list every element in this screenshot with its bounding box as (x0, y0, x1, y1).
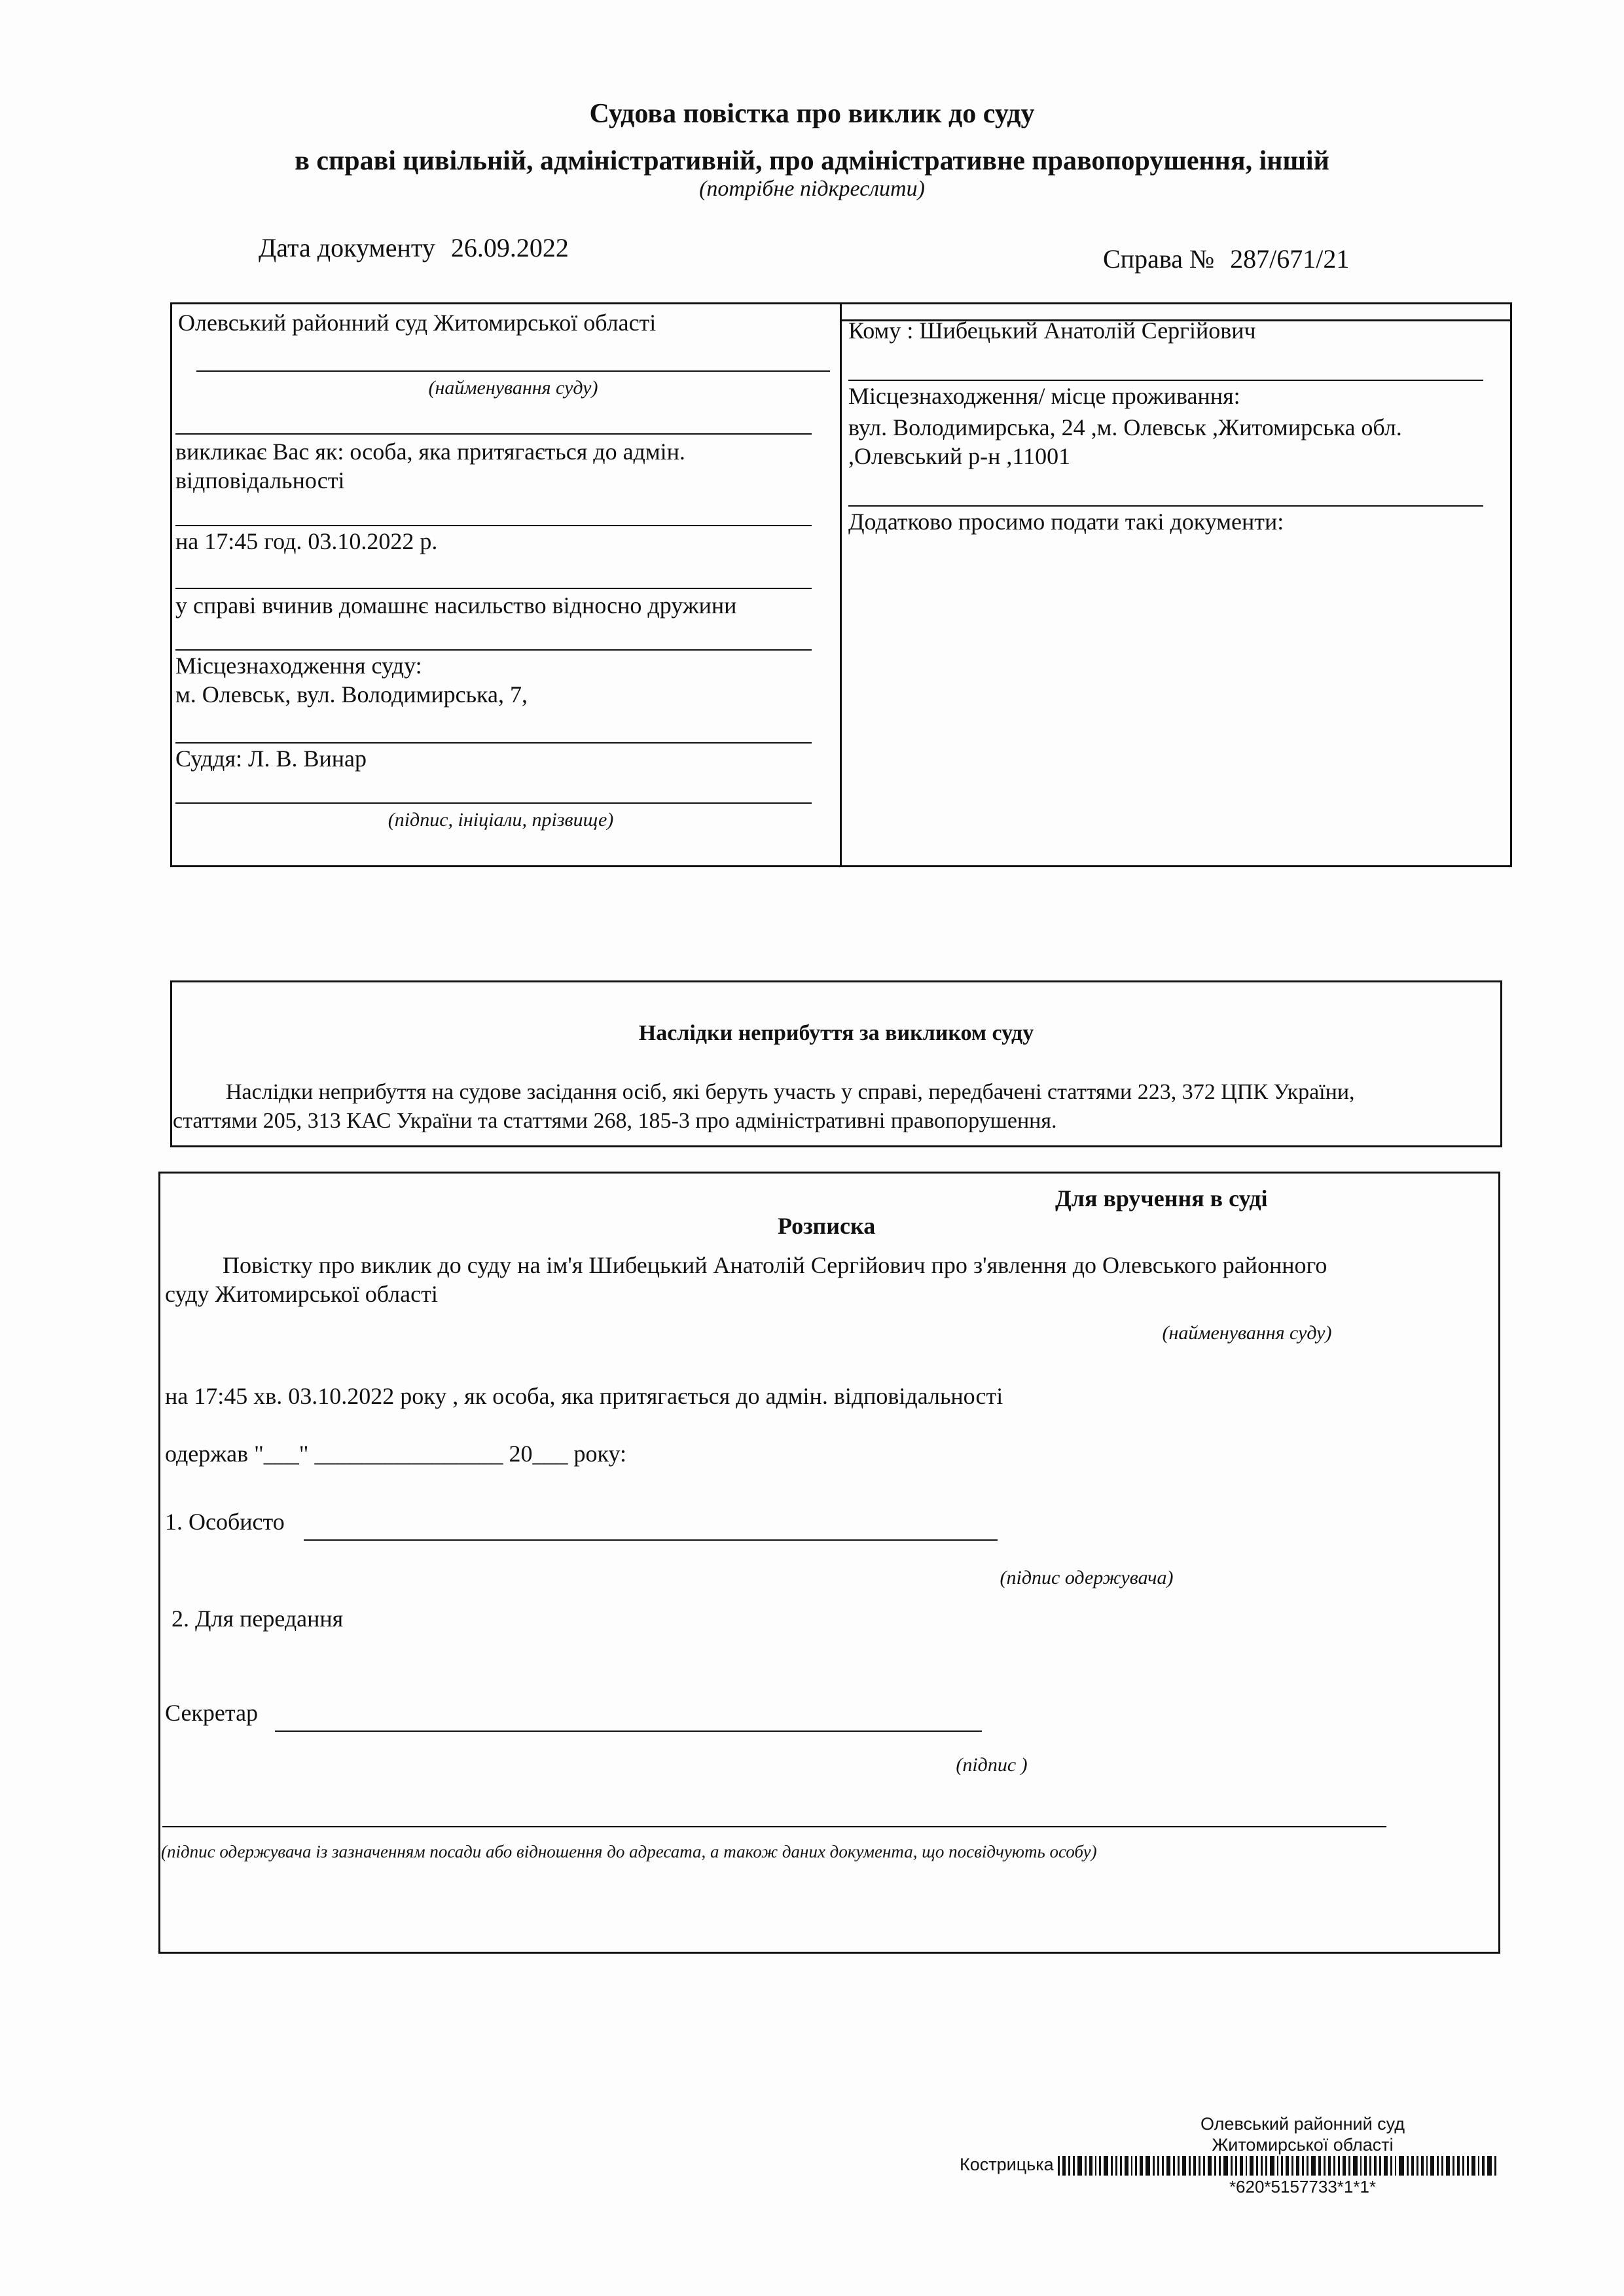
barcode-bar (1146, 2156, 1150, 2176)
barcode-bar (1265, 2156, 1267, 2176)
barcode-bar (1256, 2156, 1258, 2176)
barcode-bar (1162, 2156, 1164, 2176)
barcode-bar (1214, 2156, 1217, 2176)
consequences-heading: Наслідки неприбуття за викликом суду (638, 1021, 1034, 1045)
barcode-bar (1302, 2156, 1304, 2176)
case-label: Справа № (1103, 244, 1215, 274)
barcode-bar (1471, 2156, 1475, 2176)
barcode-bar (1360, 2156, 1362, 2176)
barcode-bar (1333, 2156, 1335, 2176)
for-transfer-label: 2. Для передання (171, 1605, 344, 1632)
consequences-line1: Наслідки неприбуття на судове засідання осіб, які беруть участь у справі, передбачені статтями 223, 372 ЦПК України, (226, 1080, 1355, 1104)
barcode-bar (1379, 2156, 1381, 2176)
personally-sign-line (304, 1539, 998, 1541)
barcode-bar (1203, 2156, 1205, 2176)
residence-rule (848, 505, 1483, 507)
barcode-bar (1453, 2156, 1454, 2176)
barcode-bar (1426, 2156, 1428, 2176)
barcode-bar (1240, 2156, 1243, 2176)
barcode-bar (1219, 2156, 1221, 2176)
matter-line-rule (175, 588, 812, 589)
barcode-bar (1235, 2156, 1237, 2176)
judge-name: Суддя: Л. В. Винар (175, 745, 367, 772)
barcode-bar (1189, 2156, 1191, 2176)
barcode-bar (1328, 2156, 1331, 2176)
barcode-bar (1421, 2156, 1424, 2176)
barcode-bar (1416, 2156, 1418, 2176)
secretary-sign-line (275, 1731, 982, 1732)
receipt-line2: суду Житомирської області (165, 1281, 438, 1307)
court-location-value: м. Олевськ, вул. Володимирська, 7, (175, 681, 528, 708)
case-number (1103, 243, 1349, 274)
barcode-bar (1446, 2156, 1450, 2176)
barcode-bar (1487, 2156, 1492, 2176)
case-value: 287/671/21 (1230, 244, 1350, 274)
time-line-rule (175, 525, 812, 526)
bottom-sign-line (162, 1826, 1386, 1827)
barcode-bar (1374, 2156, 1377, 2176)
recipient-name: Кому : Шибецький Анатолій Сергійович (848, 317, 1256, 344)
date-value: 26.09.2022 (450, 233, 569, 262)
barcode-bar (1089, 2156, 1092, 2176)
barcode-bar (1348, 2156, 1350, 2176)
received-date: одержав "___" ________________ 20___ року: (165, 1441, 627, 1467)
barcode-bar (1111, 2156, 1113, 2176)
barcode-bar (1077, 2156, 1082, 2176)
barcode-bar (1223, 2156, 1228, 2176)
clerk-name: Кострицька (960, 2155, 1054, 2174)
barcode-bar (1125, 2156, 1128, 2176)
court-name: Олевський районний суд Житомирської області (178, 310, 657, 336)
barcode-bar (1231, 2156, 1233, 2176)
barcode-bar (1073, 2156, 1075, 2176)
barcode-bar (1140, 2156, 1143, 2176)
consequences-line2: статтями 205, 313 КАС України та статтями 268, 185-3 про адміністративні правопорушення. (173, 1109, 1057, 1133)
barcode-bar (1062, 2156, 1066, 2176)
footer-court-line2: Житомирської області (1212, 2135, 1394, 2155)
receipt-heading: Розписка (778, 1213, 876, 1239)
barcode-bar (1208, 2156, 1212, 2176)
summons-title: Судова повістка про виклик до суду (589, 99, 1035, 129)
barcode-bar (1193, 2156, 1197, 2176)
barcode-bar (1494, 2156, 1496, 2176)
barcode-bar (1261, 2156, 1263, 2176)
barcode-bar (1104, 2156, 1108, 2176)
barcode (1058, 2155, 1499, 2176)
barcode-bar (1157, 2156, 1159, 2176)
judge-sign-line (175, 802, 812, 804)
court-name-line (196, 370, 830, 372)
barcode-bar (1270, 2156, 1274, 2176)
barcode-bar (1324, 2156, 1326, 2176)
court-name-caption: (найменування суду) (428, 377, 598, 399)
barcode-bar (1281, 2156, 1283, 2176)
secretary-label: Секретар (165, 1700, 259, 1726)
barcode-bar (1353, 2156, 1357, 2176)
hearing-time: на 17:45 год. 03.10.2022 р. (175, 528, 438, 554)
case-matter: у справі вчинив домашнє насильство відносно дружини (175, 592, 737, 619)
barcode-bar (1173, 2156, 1175, 2176)
recipient-line (848, 380, 1483, 381)
barcode-bar (1399, 2156, 1403, 2176)
panel-divider (840, 302, 842, 867)
barcode-bar (1395, 2156, 1397, 2176)
barcode-text: *620*5157733*1*1* (1229, 2177, 1377, 2197)
receipt-line1: Повістку про виклик до суду на ім'я Шибецький Анатолій Сергійович про з'явлення до Олевського районного (223, 1252, 1327, 1278)
summons-as: викликає Вас як: особа, яка притягається до адмін. відповідальності (175, 439, 685, 493)
barcode-bar (1250, 2156, 1254, 2176)
residence-line1: вул. Володимирська, 24 ,м. Олевськ ,Житомирська обл. (848, 414, 1402, 440)
barcode-bar (1411, 2156, 1415, 2176)
barcode-bar (1120, 2156, 1122, 2176)
barcode-bar (1462, 2156, 1464, 2176)
barcode-bar (1085, 2156, 1087, 2176)
barcode-bar (1369, 2156, 1371, 2176)
barcode-bar (1338, 2156, 1340, 2176)
barcode-bar (1430, 2156, 1434, 2176)
extra-documents: Додатково просимо подати такі документи: (848, 509, 1284, 535)
personally-label: 1. Особисто (165, 1509, 285, 1535)
barcode-bar (1441, 2156, 1443, 2176)
barcode-bar (1437, 2156, 1439, 2176)
barcode-bar (1058, 2156, 1060, 2176)
barcode-bar (1135, 2156, 1137, 2176)
barcode-bar (1467, 2156, 1469, 2176)
barcode-bar (1153, 2156, 1155, 2176)
residence-label: Місцезнаходження/ місце проживання: (848, 383, 1240, 409)
barcode-bar (1099, 2156, 1101, 2176)
bottom-sign-caption: (підпис одержувача із зазначенням посади або відношення до адресата, а також даних документа, що посвідчують особу) (161, 1842, 1097, 1861)
receipt-court-caption: (найменування суду) (1162, 1322, 1332, 1344)
judge-caption: (підпис, ініціали, прізвище) (388, 809, 614, 831)
location-line-rule (175, 649, 812, 651)
barcode-bar (1182, 2156, 1186, 2176)
footer-court-line1: Олевський районний суд (1200, 2114, 1405, 2134)
barcode-bar (1131, 2156, 1133, 2176)
for-court-label: Для вручення в суді (1055, 1185, 1268, 1211)
receipt-time: на 17:45 хв. 03.10.2022 року , як особа, яка притягається до адмін. відповідальності (165, 1383, 1003, 1409)
barcode-bar (1166, 2156, 1170, 2176)
barcode-bar (1286, 2156, 1289, 2176)
barcode-bar (1384, 2156, 1388, 2176)
barcode-bar (1246, 2156, 1248, 2176)
barcode-bar (1277, 2156, 1279, 2176)
barcode-bar (1296, 2156, 1300, 2176)
barcode-bar (1478, 2156, 1480, 2176)
barcode-bar (1364, 2156, 1367, 2176)
summons-as-line (175, 433, 812, 435)
date-label: Дата документу (259, 233, 435, 262)
barcode-bar (1178, 2156, 1180, 2176)
barcode-bar (1311, 2156, 1316, 2176)
barcode-bar (1343, 2156, 1346, 2176)
barcode-bar (1068, 2156, 1070, 2176)
document-date (259, 232, 569, 263)
barcode-bar (1307, 2156, 1308, 2176)
barcode-bar (1318, 2156, 1321, 2176)
barcode-bar (1482, 2156, 1485, 2176)
summons-subtitle: в справі цивільній, адміністративній, про адміністративне правопорушення, іншій (295, 146, 1329, 176)
underline-note: (потрібне підкреслити) (699, 177, 925, 201)
judge-line-rule (175, 742, 812, 744)
barcode-bar (1390, 2156, 1392, 2176)
barcode-bar (1407, 2156, 1409, 2176)
barcode-bar (1291, 2156, 1293, 2176)
secretary-sign-caption: (підпис ) (956, 1754, 1028, 1776)
barcode-bar (1115, 2156, 1118, 2176)
recipient-sign-caption: (підпис одержувача) (1000, 1567, 1174, 1588)
barcode-bar (1457, 2156, 1460, 2176)
residence-line2: ,Олевський р-н ,11001 (848, 443, 1071, 469)
barcode-bar (1095, 2156, 1097, 2176)
barcode-bar (1199, 2156, 1200, 2176)
court-location-label: Місцезнаходження суду: (175, 653, 422, 679)
